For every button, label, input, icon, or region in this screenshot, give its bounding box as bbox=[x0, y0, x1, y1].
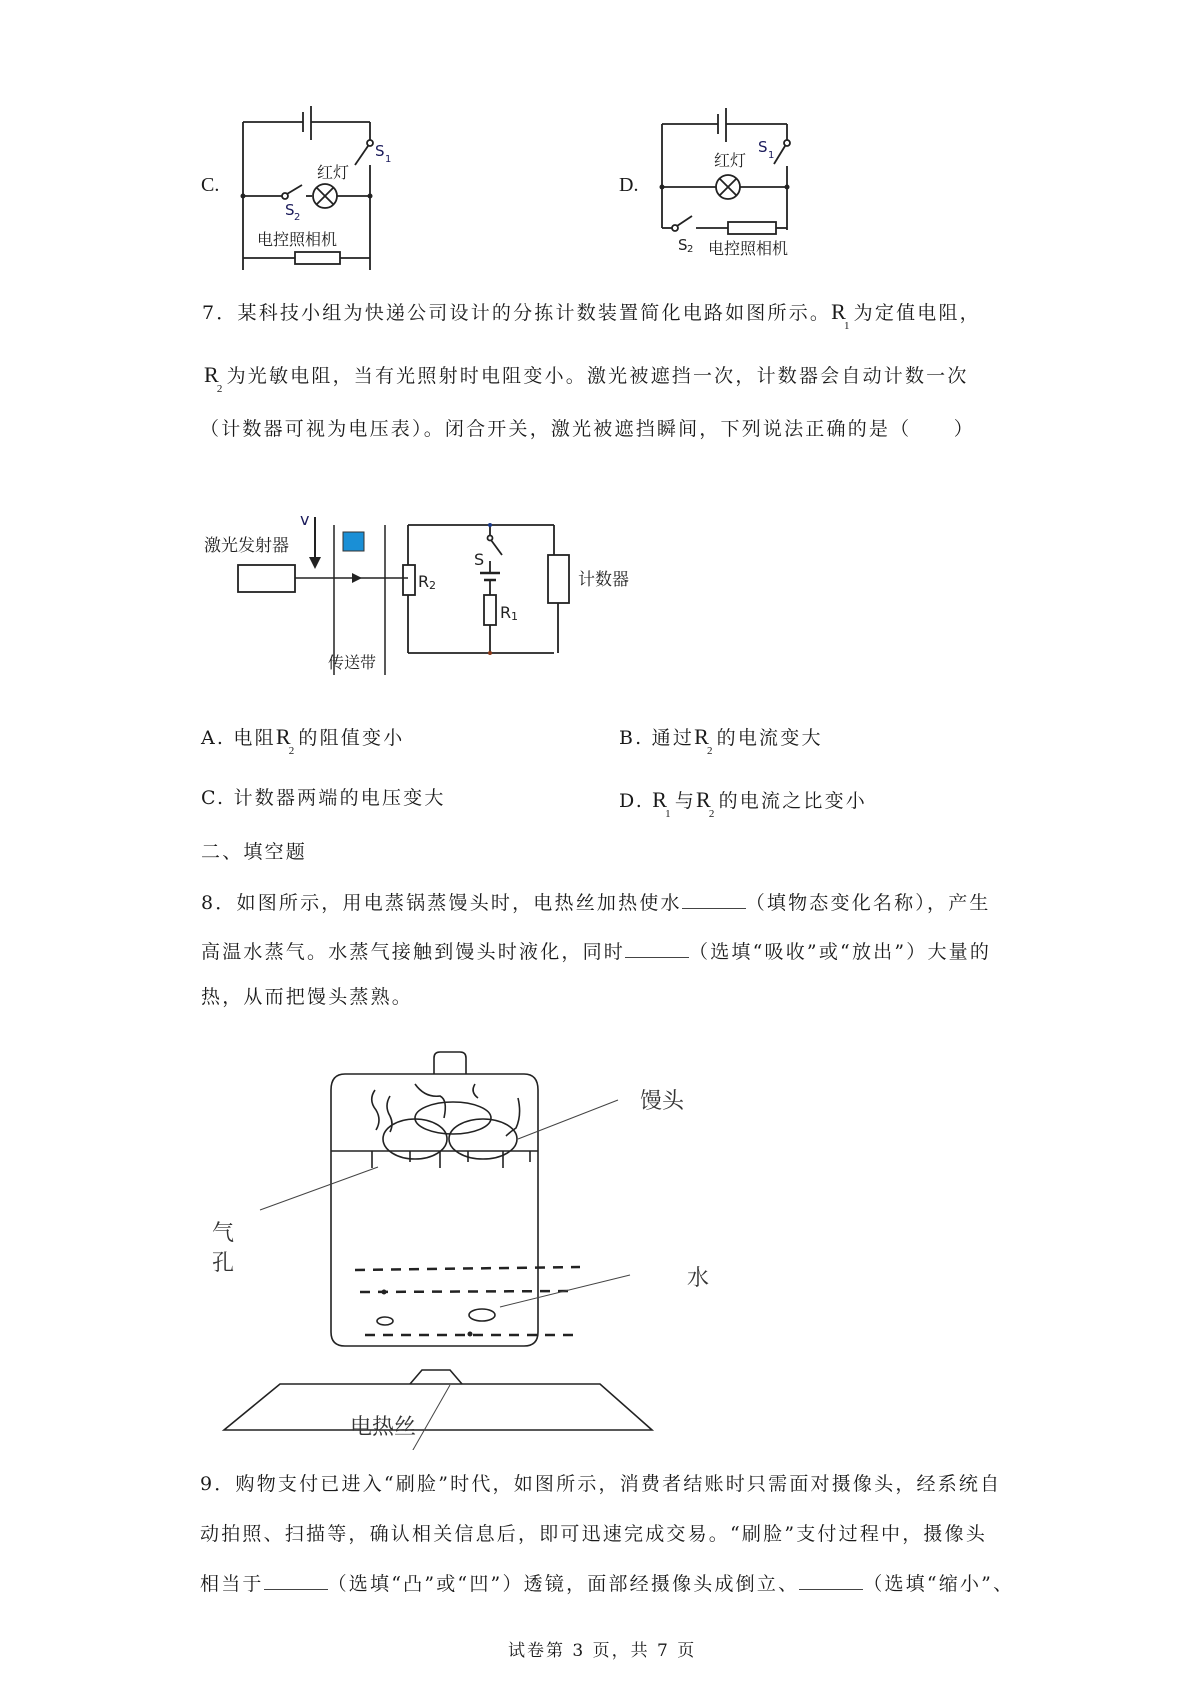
q8-blank-2[interactable] bbox=[625, 941, 689, 958]
heating-element bbox=[410, 1370, 462, 1384]
svg-text:2: 2 bbox=[687, 244, 694, 255]
q9-blank-2[interactable] bbox=[799, 1573, 863, 1590]
bun-right bbox=[449, 1119, 517, 1159]
q8-line-3: 热，从而把馒头蒸熟。 bbox=[201, 986, 414, 1008]
q7-option-a[interactable]: A. 电阻$R_2$的阻值变小 bbox=[201, 724, 405, 757]
q8-steamer-figure bbox=[200, 1040, 720, 1450]
q9-line-3: 相当于 （选填“凸”或“凹”）透镜，面部经摄像头成倒立、 （选填“缩小”、 bbox=[200, 1573, 1015, 1595]
q7-option-b[interactable]: B. 通过$R_2$的电流变大 bbox=[619, 724, 823, 757]
q7-sorting-circuit-figure bbox=[200, 505, 660, 685]
velocity-arrowhead bbox=[309, 557, 321, 569]
water-leader bbox=[500, 1275, 630, 1307]
q9-line-1: 9．购物支付已进入“刷脸”时代，如图所示，消费者结账时只需面对摄像头，经系统自 bbox=[200, 1473, 1002, 1495]
switch-label: S bbox=[474, 550, 485, 569]
s2-label: S bbox=[678, 236, 688, 254]
q8-blank-1[interactable] bbox=[682, 892, 746, 909]
laser-emitter-label: 激光发射器 bbox=[204, 536, 289, 556]
r1-label: R bbox=[500, 603, 512, 622]
q7-option-c[interactable]: C. 计数器两端的电压变大 bbox=[201, 787, 446, 809]
s1-label: S bbox=[375, 142, 385, 160]
vent-label-2: 孔 bbox=[212, 1251, 235, 1276]
r2-label: R bbox=[418, 572, 430, 591]
s1-label: S bbox=[758, 138, 768, 156]
q8-line-2: 高温水蒸气。水蒸气接触到馒头时液化，同时 （选填“吸收”或“放出”）大量的 bbox=[201, 941, 992, 963]
velocity-label: v bbox=[300, 510, 310, 529]
svg-text:2: 2 bbox=[429, 579, 436, 592]
q7-option-d[interactable]: D. $R_1$与$R_2$的电流之比变小 bbox=[619, 787, 868, 820]
red-lamp-label: 红灯 bbox=[317, 163, 350, 182]
page-footer: 试卷第 3 页，共 7 页 bbox=[508, 1641, 697, 1661]
buns-leader bbox=[518, 1100, 618, 1139]
red-lamp-label: 红灯 bbox=[714, 151, 747, 170]
q9-blank-1[interactable] bbox=[264, 1573, 328, 1590]
buns-label: 馒头 bbox=[640, 1089, 685, 1114]
camera-label: 电控照相机 bbox=[708, 239, 789, 258]
q7-line-1: 7．某科技小组为快递公司设计的分拣计数装置简化电路如图所示。$R_1$为定值电阻， bbox=[202, 299, 981, 332]
camera-label: 电控照相机 bbox=[257, 230, 338, 249]
heater-label: 电热丝 bbox=[350, 1415, 417, 1440]
q6-option-d-circuit bbox=[650, 100, 810, 270]
svg-text:1: 1 bbox=[768, 150, 775, 161]
counter-label: 计数器 bbox=[578, 570, 629, 590]
q6-option-c-circuit bbox=[235, 100, 395, 270]
vent-label-1: 气 bbox=[212, 1221, 235, 1246]
conveyor-belt-label: 传送带 bbox=[328, 653, 377, 672]
q8-line-1: 8．如图所示，用电蒸锅蒸馒头时，电热丝加热使水 （填物态变化名称），产生 bbox=[201, 892, 991, 914]
laser-arrowhead bbox=[352, 573, 362, 583]
vent-leader bbox=[260, 1167, 378, 1210]
svg-text:1: 1 bbox=[511, 610, 518, 623]
q7-line-3: （计数器可视为电压表）。闭合开关，激光被遮挡瞬间，下列说法正确的是（ ） bbox=[200, 418, 975, 440]
svg-text:2: 2 bbox=[294, 212, 301, 223]
q9-line-2: 动拍照、扫描等，确认相关信息后，即可迅速完成交易。“刷脸”支付过程中，摄像头 bbox=[200, 1523, 988, 1545]
package-box bbox=[343, 532, 364, 551]
water-label: 水 bbox=[687, 1266, 710, 1291]
section-title-fill-in-blank: 二、填空题 bbox=[201, 841, 308, 863]
q6-option-d-label: D. bbox=[619, 174, 639, 196]
svg-text:1: 1 bbox=[385, 154, 392, 165]
q6-option-c-label: C. bbox=[201, 174, 220, 196]
laser-emitter-box bbox=[238, 565, 295, 592]
q7-line-2: $R_2$为光敏电阻，当有光照射时电阻变小。激光被遮挡一次，计数器会自动计数一次 bbox=[204, 362, 969, 395]
lid-knob bbox=[434, 1052, 466, 1074]
s2-label: S bbox=[285, 201, 295, 219]
